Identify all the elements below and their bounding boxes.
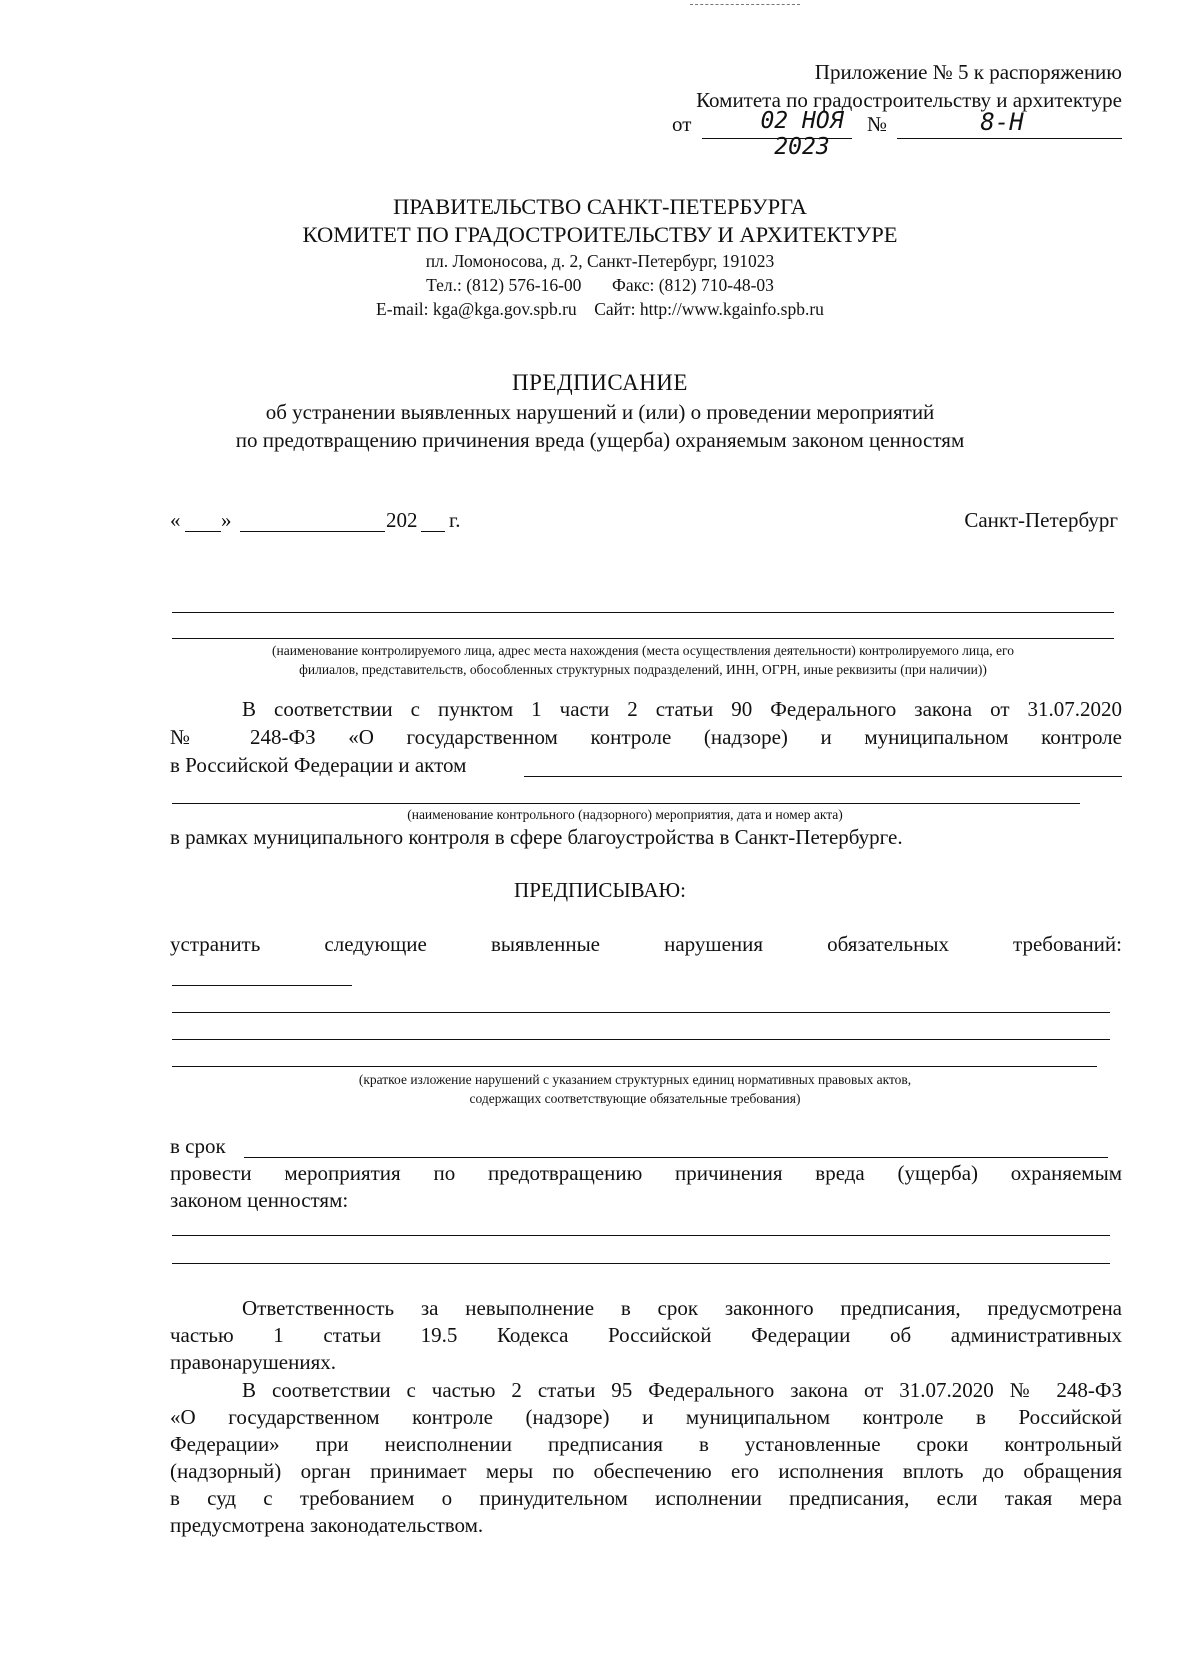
- appendix-header: [696, 58, 1122, 114]
- violations-caption-line-1: (краткое изложение нарушений с указанием структурных единиц нормативных правовых актов,: [358, 1072, 912, 1087]
- organization-email: E-mail: kga@kga.gov.spb.ru: [376, 299, 577, 319]
- violations-blank-line-4: [172, 1066, 1097, 1067]
- title-main: ПРЕДПИСАНИЕ: [512, 370, 688, 395]
- measures-line-1: провести мероприятия по предотвращению причинения вреда (ущерба) охраняемым: [170, 1161, 1122, 1185]
- date-year-prefix: 202: [386, 508, 418, 532]
- responsibility-p2-line-2: «О государственном контроле (надзоре) и муниципальном контроле в Российской: [170, 1405, 1122, 1429]
- organization-phone-fax: [0, 273, 1200, 297]
- organization-contacts: [0, 297, 1200, 321]
- basis-line-2: № 248-ФЗ «О государственном контроле (надзоре) и муниципальном контроле: [170, 725, 1122, 749]
- responsibility-p2-line-1: В соответствии с частью 2 статьи 95 Федерального закона от 31.07.2020 № 248-ФЗ: [242, 1378, 1122, 1402]
- order-number: 8-Н: [980, 108, 1024, 136]
- appendix-line-2: Комитета по градостроительству и архитектуре: [696, 88, 1122, 112]
- measures-blank-line-2: [172, 1263, 1110, 1264]
- order-reference: [672, 108, 1122, 160]
- responsibility-p2-line-5: в суд с требованием о принудительном исполнении предписания, если такая мера: [170, 1486, 1122, 1510]
- measures-blank-line-1: [172, 1235, 1110, 1236]
- date-day-blank: [185, 531, 221, 532]
- organization-fax: Факс: (812) 710-48-03: [612, 275, 774, 295]
- measures-line-2: законом ценностям:: [170, 1188, 349, 1212]
- act-blank-line-1: [524, 776, 1122, 777]
- basis-line-3: в Российской Федерации и актом: [170, 753, 467, 777]
- act-blank-line-2: [172, 803, 1080, 804]
- eliminate-violations-line: устранить следующие выявленные нарушения обязательных требований:: [170, 932, 1122, 956]
- term-label: в срок: [170, 1134, 226, 1158]
- document-title: [0, 368, 1200, 454]
- basis-line-1: В соответствии с пунктом 1 части 2 статьи 90 Федерального закона от 31.07.2020: [242, 697, 1122, 721]
- order-from-label: от: [672, 112, 692, 136]
- term-blank-line: [244, 1157, 1108, 1158]
- order-number-underline: [897, 138, 1122, 139]
- responsibility-p1-line-2: частью 1 статьи 19.5 Кодекса Российской Федерации об административных: [170, 1323, 1122, 1347]
- organization-address: пл. Ломоносова, д. 2, Санкт-Петербург, 191023: [425, 251, 775, 271]
- controlled-person-blank-line-2: [172, 638, 1114, 639]
- date-year-blank: [421, 531, 445, 532]
- order-date: 02 НОЯ 2023: [760, 108, 844, 160]
- controlled-person-caption-line-2: филиалов, представительств, обособленных структурных подразделений, ИНН, ОГРН, иные реквизиты (при наличии)): [299, 662, 987, 677]
- responsibility-p2-line-4: (надзорный) орган принимает меры по обеспечению его исполнения вплоть до обращения: [170, 1459, 1122, 1483]
- violations-blank-line-3: [172, 1039, 1110, 1040]
- date-month-blank: [240, 531, 385, 532]
- title-sub-line-2: по предотвращению причинения вреда (ущерба) охраняемым законом ценностям: [235, 428, 965, 452]
- scan-artifact-line: [690, 4, 800, 5]
- basis-line-4: в рамках муниципального контроля в сфере благоустройства в Санкт-Петербурге.: [170, 825, 903, 849]
- responsibility-p1-line-3: правонарушениях.: [170, 1350, 336, 1374]
- violations-blank-line-2: [172, 1012, 1110, 1013]
- responsibility-p2-line-6: предусмотрена законодательством.: [170, 1513, 484, 1537]
- order-number-label: №: [867, 112, 888, 136]
- order-date-underline: [702, 138, 852, 139]
- title-sub-line-1: об устранении выявленных нарушений и (или) о проведении мероприятий: [265, 400, 935, 424]
- organization-site: Сайт: http://www.kgainfo.spb.ru: [594, 299, 824, 319]
- city-name: Санкт-Петербург: [964, 508, 1118, 532]
- controlled-person-caption: [170, 641, 1116, 679]
- act-caption: (наименование контрольного (надзорного) мероприятия, дата и номер акта): [407, 807, 843, 822]
- controlled-person-blank-line-1: [172, 612, 1114, 613]
- violations-caption: [170, 1070, 1100, 1108]
- violations-caption-line-2: содержащих соответствующие обязательные требования): [469, 1091, 801, 1106]
- controlled-person-caption-line-1: (наименование контролируемого лица, адрес места нахождения (места осуществления деятельности) контролируемого лица, его: [271, 643, 1014, 658]
- responsibility-p2-line-3: Федерации» при неисполнении предписания в установленные сроки контрольный: [170, 1432, 1122, 1456]
- organization-block: [0, 193, 1200, 321]
- date-quote-close: »: [221, 508, 232, 532]
- government-name: ПРАВИТЕЛЬСТВО САНКТ-ПЕТЕРБУРГА: [393, 194, 807, 219]
- violations-blank-line-1: [172, 985, 352, 986]
- committee-name: КОМИТЕТ ПО ГРАДОСТРОИТЕЛЬСТВУ И АРХИТЕКТУРЕ: [302, 222, 898, 247]
- appendix-line-1: Приложение № 5 к распоряжению: [814, 60, 1122, 84]
- date-year-suffix: г.: [449, 508, 461, 532]
- responsibility-p1-line-1: Ответственность за невыполнение в срок законного предписания, предусмотрена: [242, 1296, 1122, 1320]
- organization-phone: Тел.: (812) 576-16-00: [426, 275, 582, 295]
- date-quote-open: «: [170, 508, 181, 532]
- order-heading: ПРЕДПИСЫВАЮ:: [514, 878, 686, 902]
